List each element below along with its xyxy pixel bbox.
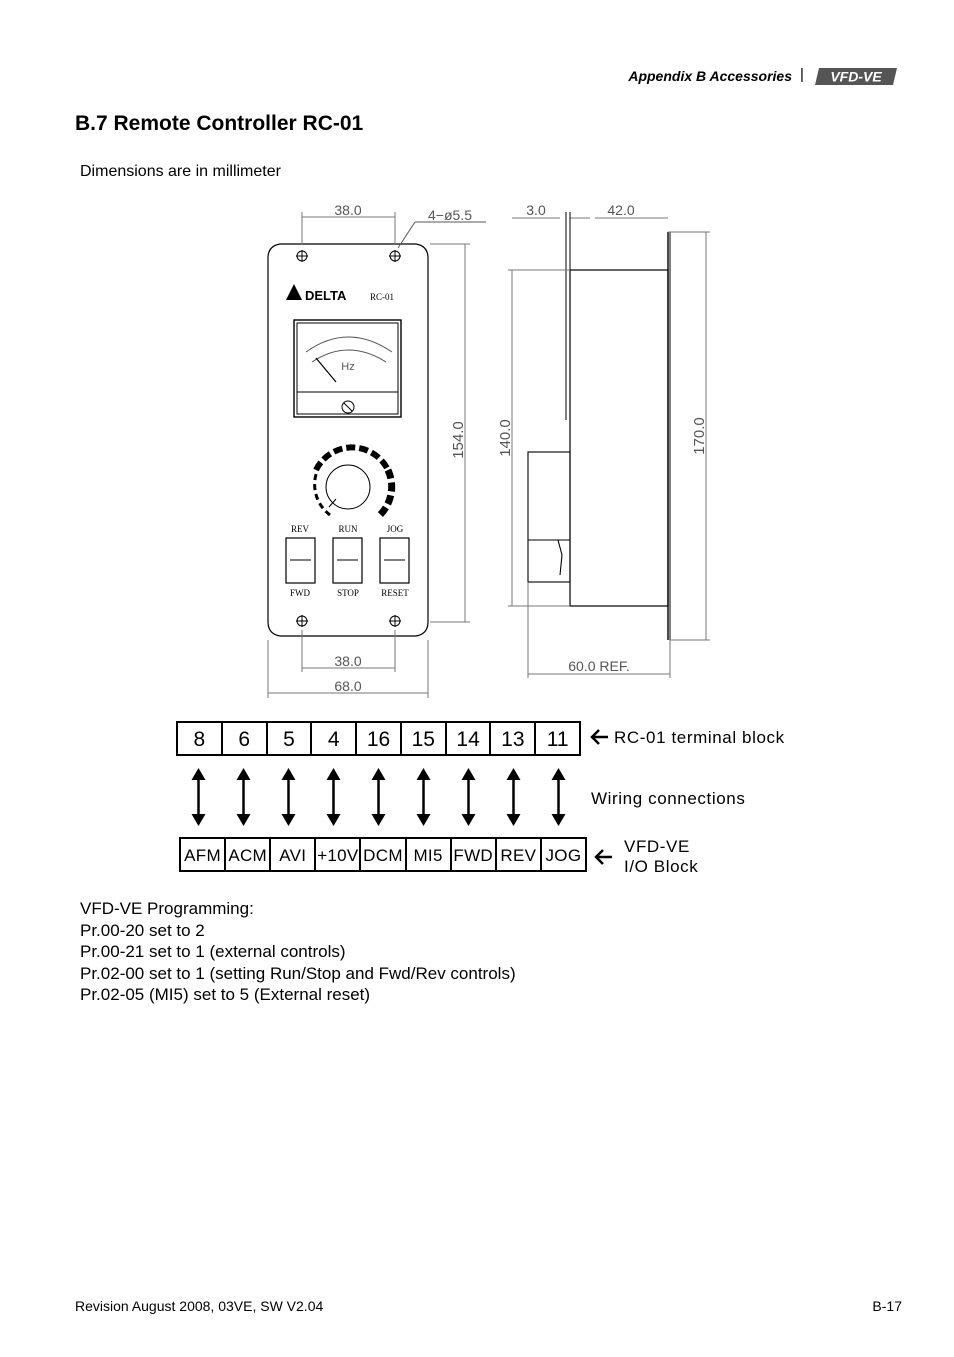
section-title: B.7 Remote Controller RC-01 xyxy=(75,112,364,135)
dim-holes: 4−ø5.5 xyxy=(428,207,472,223)
btn-label-run: RUN xyxy=(338,524,358,534)
vfd-terminal: ACM xyxy=(226,839,271,870)
btn-label-stop: STOP xyxy=(337,588,359,598)
programming-line: Pr.02-00 set to 1 (setting Run/Stop and Fwd/Rev controls) xyxy=(80,963,516,983)
footer-page-number: B-17 xyxy=(872,1298,902,1314)
wiring-arrows xyxy=(176,768,581,826)
programming-line: Pr.00-21 set to 1 (external controls) xyxy=(80,942,346,961)
dim-side-b: 42.0 xyxy=(607,202,635,218)
vfd-ve-logo-text: VFD-VE xyxy=(830,68,882,85)
dim-height-140: 140.0 xyxy=(497,419,514,457)
vfd-terminal: AVI xyxy=(271,839,316,870)
wiring-arrow-icon xyxy=(462,768,476,826)
wiring-connections-label: Wiring connections xyxy=(591,789,746,808)
programming-line: Pr.02-05 (MI5) set to 5 (External reset) xyxy=(80,985,371,1004)
wiring-arrow-icon xyxy=(417,768,431,826)
rc01-terminal: 8 xyxy=(178,723,223,754)
header-separator: | xyxy=(800,66,804,83)
vfd-terminal: +10V xyxy=(316,839,361,870)
footer-revision: Revision August 2008, 03VE, SW V2.04 xyxy=(75,1298,324,1314)
wiring-arrow-icon xyxy=(327,768,341,826)
rc01-terminal: 5 xyxy=(268,723,313,754)
rc01-terminal: 6 xyxy=(223,723,268,754)
btn-label-jog: JOG xyxy=(386,524,404,534)
vfd-terminal: MI5 xyxy=(407,839,452,870)
btn-label-reset: RESET xyxy=(381,588,409,598)
wiring-arrow-icon xyxy=(552,768,566,826)
delta-logo-text: DELTA xyxy=(305,288,347,303)
dim-top-width: 38.0 xyxy=(334,202,362,218)
rc01-terminal: 13 xyxy=(491,723,536,754)
dim-ref: 60.0 REF. xyxy=(568,658,630,674)
vfd-ve-logo xyxy=(815,68,897,85)
vfd-block-label-2: I/O Block xyxy=(624,857,699,876)
front-view xyxy=(268,202,486,698)
rc01-arrow-icon xyxy=(588,726,612,753)
dim-height-154: 154.0 xyxy=(450,421,467,459)
wiring-arrow-icon xyxy=(372,768,386,826)
side-view xyxy=(497,202,710,678)
wiring-arrow-icon xyxy=(192,768,206,826)
wiring-arrow-icon xyxy=(237,768,251,826)
btn-label-fwd: FWD xyxy=(290,588,310,598)
rc01-terminal: 15 xyxy=(402,723,447,754)
dim-total-width: 68.0 xyxy=(334,678,362,694)
vfd-terminal: REV xyxy=(497,839,542,870)
btn-label-rev: REV xyxy=(291,524,309,534)
wiring-arrow-icon xyxy=(282,768,296,826)
dim-height-170: 170.0 xyxy=(691,417,708,455)
programming-notes xyxy=(80,898,516,1006)
rc01-block-label: RC-01 terminal block xyxy=(614,728,785,747)
rc01-terminal: 14 xyxy=(447,723,492,754)
rc01-terminal-block xyxy=(176,721,581,756)
vfd-terminal: AFM xyxy=(181,839,226,870)
header-title: Appendix B Accessories xyxy=(628,68,792,84)
vfd-arrow-icon xyxy=(592,846,616,873)
dim-side-a: 3.0 xyxy=(526,202,546,218)
meter-unit: Hz xyxy=(341,361,355,373)
rc01-terminal: 16 xyxy=(357,723,402,754)
vfd-io-block xyxy=(179,837,587,872)
dim-bottom-width: 38.0 xyxy=(334,653,362,669)
vfd-terminal: DCM xyxy=(361,839,406,870)
programming-line: Pr.00-20 set to 2 xyxy=(80,920,205,940)
model-label: RC-01 xyxy=(370,292,395,302)
section-subtitle: Dimensions are in millimeter xyxy=(80,163,281,180)
vfd-block-label-1: VFD-VE xyxy=(624,837,690,856)
programming-heading: VFD-VE Programming: xyxy=(80,899,254,918)
rc01-terminal: 11 xyxy=(546,728,569,751)
dimension-drawing xyxy=(255,195,725,705)
vfd-terminal: FWD xyxy=(452,839,497,870)
rc01-terminal: 4 xyxy=(312,723,357,754)
vfd-terminal: JOG xyxy=(545,846,582,865)
wiring-arrow-icon xyxy=(507,768,521,826)
